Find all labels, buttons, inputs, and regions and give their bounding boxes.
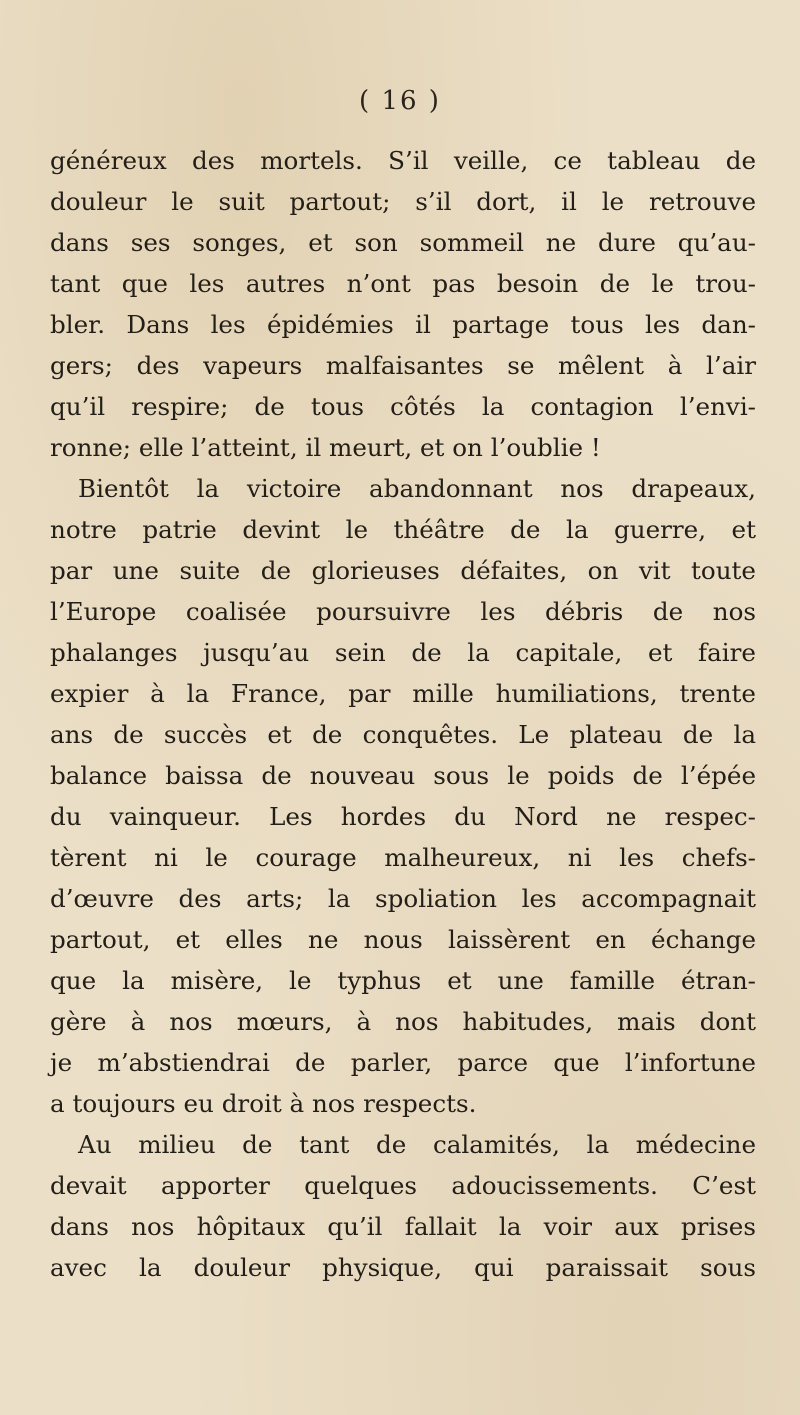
text-line: du vainqueur. Les hordes du Nord ne respec- [50, 802, 756, 831]
text-line: ans de succès et de conquêtes. Le plateau de la [50, 720, 756, 749]
body-text [50, 140, 756, 1288]
text-line: l’Europe coalisée poursuivre les débris de nos [50, 597, 756, 626]
text-line: tant que les autres n’ont pas besoin de le trou- [50, 269, 756, 298]
text-line: expier à la France, par mille humiliations, trente [50, 679, 756, 708]
text-line: je m’abstiendrai de parler, parce que l’infortune [50, 1048, 756, 1077]
paragraph-start-line: Bientôt la victoire abandonnant nos drapeaux, [78, 474, 756, 503]
text-line: que la misère, le typhus et une famille étran- [50, 966, 756, 995]
page-number: ( 16 ) [359, 86, 441, 116]
text-line: tèrent ni le courage malheureux, ni les chefs- [50, 843, 756, 872]
text-line: gers; des vapeurs malfaisantes se mêlent à l’air [50, 351, 756, 380]
paragraph-start-line: Au milieu de tant de calamités, la médecine [78, 1130, 756, 1159]
text-line: qu’il respire; de tous côtés la contagion l’envi- [50, 392, 756, 421]
text-line: dans ses songes, et son sommeil ne dure qu’au- [50, 228, 756, 257]
text-line: par une suite de glorieuses défaites, on vit toute [50, 556, 756, 585]
text-line: ronne; elle l’atteint, il meurt, et on l’oublie ! [50, 433, 601, 462]
text-line: douleur le suit partout; s’il dort, il le retrouve [50, 187, 756, 216]
text-line: notre patrie devint le théâtre de la guerre, et [50, 515, 756, 544]
text-line: généreux des mortels. S’il veille, ce tableau de [50, 146, 756, 175]
text-line: phalanges jusqu’au sein de la capitale, et faire [50, 638, 756, 667]
text-line: partout, et elles ne nous laissèrent en échange [50, 925, 756, 954]
text-line: gère à nos mœurs, à nos habitudes, mais dont [50, 1007, 756, 1036]
text-line: avec la douleur physique, qui paraissait sous [50, 1253, 756, 1282]
text-line: devait apporter quelques adoucissements. C’est [50, 1171, 756, 1200]
text-line: bler. Dans les épidémies il partage tous les dan- [50, 310, 756, 339]
text-line: d’œuvre des arts; la spoliation les accompagnait [50, 884, 756, 913]
text-line: balance baissa de nouveau sous le poids de l’épée [50, 761, 756, 790]
text-line: a toujours eu droit à nos respects. [50, 1089, 477, 1118]
text-line: dans nos hôpitaux qu’il fallait la voir aux prises [50, 1212, 756, 1241]
